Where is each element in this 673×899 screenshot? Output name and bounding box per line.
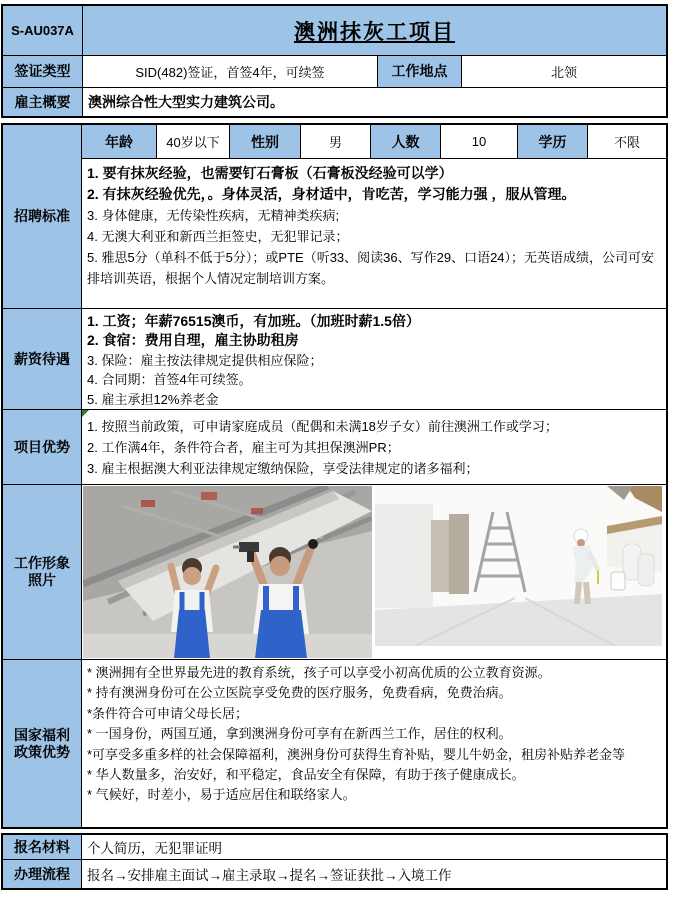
age-value: 40岁以下 bbox=[156, 125, 229, 158]
recruit-item: 4. 无澳大利亚和新西兰拒签史，无犯罪记录； bbox=[87, 229, 349, 244]
photos-label-line2: 照片 bbox=[28, 572, 56, 588]
advantage-item: 3. 雇主根据澳大利亚法律规定缴纳保险，享受法律规定的诸多福利； bbox=[87, 461, 479, 476]
page-title: 澳洲抹灰工项目 bbox=[82, 6, 666, 55]
gender-label: 性别 bbox=[229, 125, 300, 158]
work-location-label: 工作地点 bbox=[377, 56, 461, 87]
advantages-section bbox=[3, 409, 666, 484]
header-block bbox=[1, 4, 668, 118]
welfare-item: * 华人数量多，治安好，和平稳定，食品安全有保障，有助于孩子健康成长。 bbox=[87, 767, 525, 783]
salary-item: 1. 工资；年薪76515澳币，有加班。（加班时薪1.5倍） bbox=[87, 313, 420, 329]
salary-section bbox=[3, 308, 666, 409]
process-value: 报名→安排雇主面试→雇主录取→提名→签证获批→入境工作 bbox=[82, 860, 666, 888]
advantages-body bbox=[82, 410, 666, 484]
education-value: 不限 bbox=[587, 125, 666, 158]
salary-item: 3. 保险：雇主按法律规定提供相应保险； bbox=[87, 352, 323, 368]
salary-label: 薪资待遇 bbox=[14, 350, 70, 367]
recruit-item: 3. 身体健康，无传染性疾病，无精神类疾病; bbox=[87, 208, 340, 223]
worksite-photo-right bbox=[375, 486, 662, 646]
advantage-item: 2. 工作满4年，条件符合者，雇主可为其担保澳洲PR； bbox=[87, 440, 400, 455]
work-glove bbox=[308, 539, 318, 549]
materials-row bbox=[3, 835, 666, 859]
recruit-items bbox=[82, 159, 666, 307]
welfare-item: * 澳洲拥有全世界最先进的教育系统，孩子可以享受小初高优质的公立教育资源。 bbox=[87, 665, 551, 680]
photos-label-cell bbox=[3, 485, 82, 659]
process-label: 办理流程 bbox=[3, 860, 82, 888]
advantages-items bbox=[87, 416, 662, 479]
cell-comment-flag-icon bbox=[82, 410, 89, 417]
welfare-body bbox=[82, 660, 666, 827]
salary-item: 4. 合同期：首签4年可续签。 bbox=[87, 372, 252, 388]
photos-label-line1: 工作形象 bbox=[14, 555, 70, 571]
advantages-label: 项目优势 bbox=[14, 438, 70, 455]
recruit-item: 2. 有抹灰经验优先，。身体灵活，身材适中，肯吃苦，学习能力强 ，服从管理。 bbox=[87, 186, 576, 202]
welfare-label-line1: 国家福利 bbox=[14, 726, 70, 743]
recruit-label-cell bbox=[3, 125, 82, 308]
employer-summary-label: 雇主概要 bbox=[3, 88, 82, 116]
salary-item: 2. 食宿：费用自理，雇主协助租房 bbox=[87, 332, 299, 349]
footer-block bbox=[1, 833, 668, 890]
headcount-value: 10 bbox=[440, 125, 517, 158]
salary-item: 5. 雇主承担12%养老金 bbox=[87, 391, 219, 407]
welfare-item: * 一国身份，两国互通，拿到澳洲身份可享有在新西兰工作，居住的权利。 bbox=[87, 726, 512, 742]
materials-label: 报名材料 bbox=[3, 835, 82, 859]
project-code: S-AU037A bbox=[3, 6, 82, 55]
visa-type-value: SID(482)签证，首签4年，可续签 bbox=[82, 56, 377, 87]
main-block bbox=[1, 123, 668, 829]
process-row bbox=[3, 859, 666, 888]
welfare-label-line2: 政策优势 bbox=[14, 743, 70, 760]
recruit-body bbox=[82, 125, 666, 308]
back-wall bbox=[83, 634, 372, 658]
welfare-label-cell bbox=[3, 660, 82, 827]
advantage-item: 1. 按照当前政策，可申请家庭成员（配偶和未满18岁子女）前往澳洲工作或学习； bbox=[87, 419, 558, 434]
education-label: 学历 bbox=[517, 125, 587, 158]
advantages-label-cell bbox=[3, 410, 82, 484]
recruit-label: 招聘标准 bbox=[14, 208, 70, 224]
welfare-item: * 持有澳洲身份可在公立医院享受免费的医疗服务，免费看病，免费治病。 bbox=[87, 685, 512, 701]
leaning-panel-2 bbox=[449, 514, 469, 594]
welfare-item: *条件符合可申请父母长居； bbox=[87, 705, 249, 721]
left-wall bbox=[375, 504, 433, 608]
welfare-items bbox=[87, 663, 662, 806]
photos-section bbox=[3, 484, 666, 659]
salary-label-cell bbox=[3, 309, 82, 409]
worksite-photo-left bbox=[83, 486, 372, 658]
welfare-section bbox=[3, 659, 666, 827]
work-location-value: 北领 bbox=[461, 56, 666, 87]
welfare-item: * 气候好，时差小，易于适应居住和联络家人。 bbox=[87, 787, 356, 803]
welfare-item: *可享受多重多样的社会保障福利，澳洲身份可获得生育补贴，婴儿牛奶金，租房补贴养老金等 bbox=[87, 746, 626, 762]
basic-info-row bbox=[82, 125, 666, 159]
headcount-label: 人数 bbox=[370, 125, 440, 158]
age-label: 年龄 bbox=[82, 125, 156, 158]
photos-body bbox=[82, 485, 666, 659]
salary-items bbox=[87, 312, 662, 409]
salary-body bbox=[82, 309, 666, 409]
employer-summary-value: 澳洲综合性大型实力建筑公司。 bbox=[82, 88, 666, 116]
recruit-item: 5. 雅思5分（单科不低于5分）；或PTE（听33、阅读36、写作29、口语24）；无英语成绩，公司可安排培训英语，根据个人情况定制培训方案。 bbox=[87, 250, 655, 286]
recruit-section bbox=[3, 125, 666, 308]
materials-value: 个人简历，无犯罪证明 bbox=[82, 835, 666, 859]
gender-value: 男 bbox=[300, 125, 370, 158]
visa-type-label: 签证类型 bbox=[3, 56, 82, 87]
recruit-item: 1. 要有抹灰经验，也需要钉石膏板（石膏板没经验可以学） bbox=[87, 165, 453, 181]
